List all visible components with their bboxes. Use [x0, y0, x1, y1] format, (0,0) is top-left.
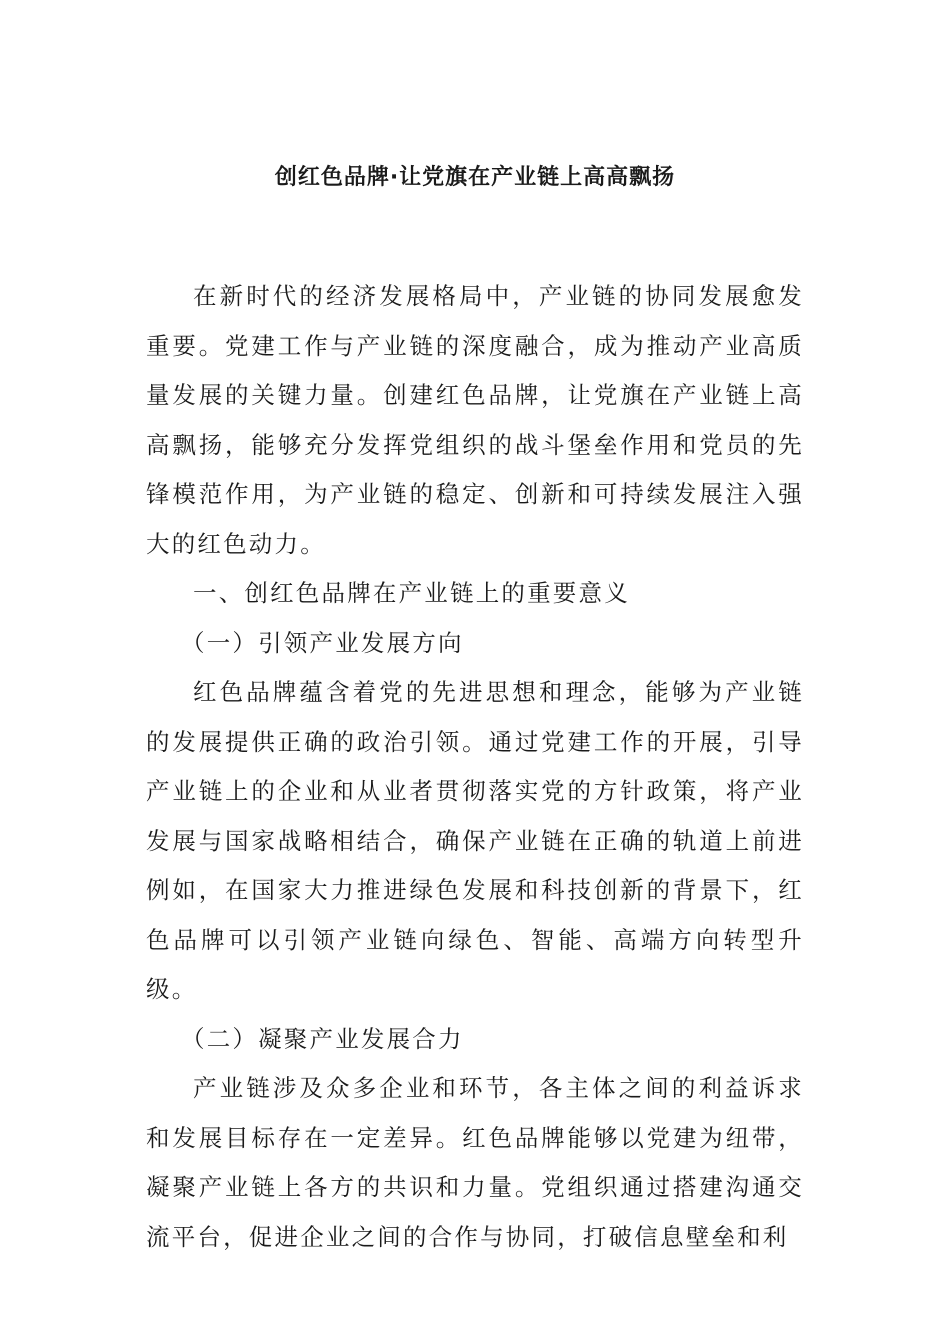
subsection-heading-1: （一）引领产业发展方向	[181, 628, 464, 657]
document-body	[146, 272, 804, 1262]
subsection-paragraph-1: 红色品牌蕴含着党的先进思想和理念，能够为产业链的发展提供正确的政治引领。通过党建工作的开展，引导产业链上的企业和从业者贯彻落实党的方针政策，将产业发展与国家战略相结合，确保产业链在正确的轨道上前进例如，在国家大力推进绿色发展和科技创新的背景下，红色品牌可以引领产业链向绿色、智能、高端方向转型升级。	[146, 678, 804, 1003]
section-heading: 一、创红色品牌在产业链上的重要意义	[193, 579, 630, 607]
subsection-heading-2: （二）凝聚产业发展合力	[181, 1024, 464, 1053]
intro-paragraph: 在新时代的经济发展格局中，产业链的协同发展愈发重要。党建工作与产业链的深度融合，成为推动产业高质量发展的关键力量。创建红色品牌，让党旗在产业链上高高飘扬，能够充分发挥党组织的战斗堡垒作用和党员的先锋模范作用，为产业链的稳定、创新和可持续发展注入强大的红色动力。	[146, 282, 804, 558]
subsection-paragraph-2: 产业链涉及众多企业和环节，各主体之间的利益诉求和发展目标存在一定差异。红色品牌能够以党建为纽带，凝聚产业链上各方的共识和力量。党组织通过搭建沟通交流平台，促进企业之间的合作与协同，打破信息壁垒和利	[146, 1074, 804, 1251]
document-title: 创红色品牌·让党旗在产业链上高高飘扬	[274, 165, 676, 190]
